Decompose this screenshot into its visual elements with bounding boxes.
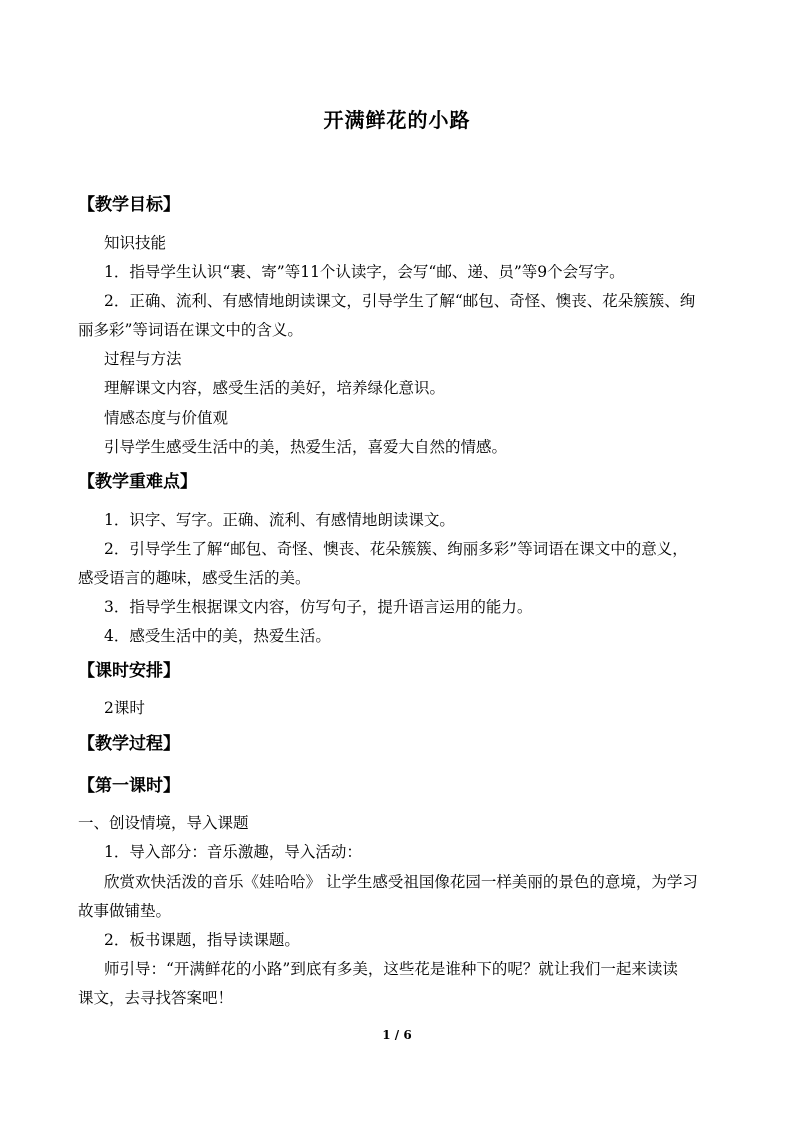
document-title: 开满鲜花的小路 (323, 108, 471, 132)
key-points-line-2: 2．引导学生了解“邮包、奇怪、懊丧、花朵簇簇、绚丽多彩”等词语在课文中的意义， (104, 540, 688, 558)
objectives-line-1: 知识技能 (104, 234, 167, 252)
first-lesson-line-1: 1．导入部分：音乐激趣，导入活动： (104, 843, 362, 861)
first-lesson-subheading: 一、创设情境，导入课题 (78, 814, 249, 832)
heading-schedule: 【课时安排】 (78, 661, 180, 681)
objectives-line-3: 2．正确、流利、有感情地朗读课文，引导学生了解“邮包、奇怪、懊丧、花朵簇簇、绚 (104, 292, 696, 310)
key-points-line-1: 1．识字、写字。正确、流利、有感情地朗读课文。 (104, 511, 455, 529)
objectives-line-5: 过程与方法 (104, 350, 182, 368)
objectives-line-6: 理解课文内容，感受生活的美好，培养绿化意识。 (104, 379, 446, 397)
heading-process: 【教学过程】 (78, 734, 180, 754)
first-lesson-line-6: 课文，去寻找答案吧！ (78, 989, 234, 1007)
first-lesson-line-4: 2．板书课题，指导读课题。 (104, 931, 300, 949)
first-lesson-line-5: 师引导：“开满鲜花的小路”到底有多美，这些花是谁种下的呢？就让我们一起来读读 (104, 960, 678, 978)
page-number: 1 / 6 (382, 1028, 412, 1042)
objectives-line-4: 丽多彩”等词语在课文中的含义。 (78, 321, 303, 339)
schedule-line-1: 2课时 (104, 699, 145, 717)
heading-objectives: 【教学目标】 (78, 195, 180, 215)
heading-key-points: 【教学重难点】 (78, 472, 197, 492)
key-points-line-5: 4．感受生活中的美，热爱生活。 (104, 627, 331, 645)
objectives-line-7: 情感态度与价值观 (104, 409, 229, 427)
objectives-line-8: 引导学生感受生活中的美，热爱生活，喜爱大自然的情感。 (104, 438, 508, 456)
first-lesson-line-3: 故事做铺垫。 (78, 902, 172, 920)
heading-first-lesson: 【第一课时】 (78, 776, 180, 796)
first-lesson-line-2: 欣赏欢快活泼的音乐《娃哈哈》 让学生感受祖国像花园一样美丽的景色的意境，为学习 (104, 873, 698, 891)
key-points-line-3: 感受语言的趣味，感受生活的美。 (78, 569, 311, 587)
objectives-line-2: 1．指导学生认识“裹、寄”等11个认读字，会写“邮、递、员”等9个会写字。 (104, 263, 625, 281)
key-points-line-4: 3．指导学生根据课文内容，仿写句子，提升语言运用的能力。 (104, 598, 533, 616)
